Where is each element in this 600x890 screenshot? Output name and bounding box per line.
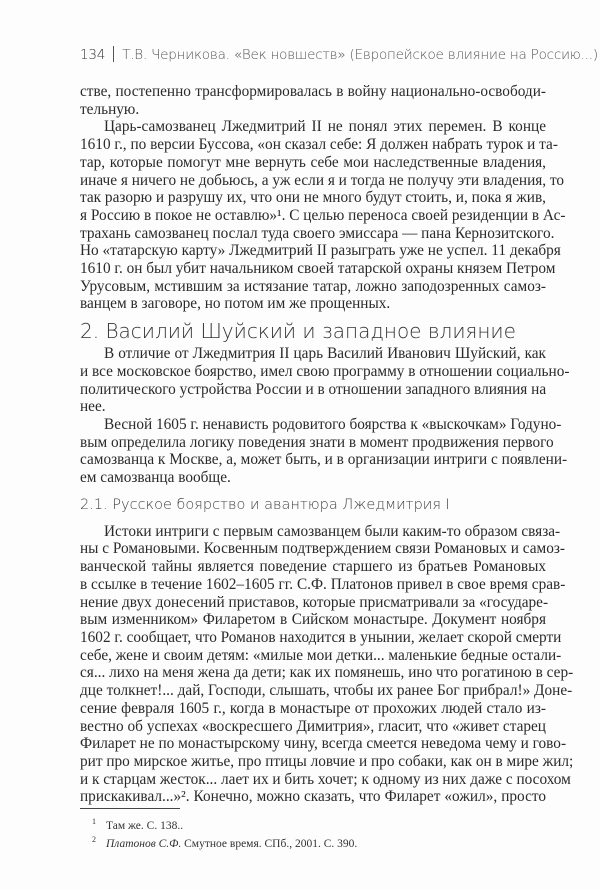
text-line: ся... лихо на меня жена да дети; как их помянешь, ино что рогатиною в сер-	[80, 664, 574, 682]
text-line: прискакивал...»². Конечно, можно сказать, что Филарет «ожил», просто	[80, 788, 546, 806]
text-line: рит про мирское житье, про птицы ловчие и про собаки, как он в мире жил;	[80, 752, 574, 770]
text-line: иначе я ничего не добьюсь, а уж если я и тогда не получу эти владения, то	[80, 171, 565, 189]
paragraph	[80, 345, 570, 416]
paragraph	[80, 118, 566, 313]
subsection-heading: 2.1. Русское боярство и авантюра Лжедмитрия I	[80, 496, 450, 513]
text-line: в ссылке в течение 1602–1605 гг. С.Ф. Платонов привел в свое время срав-	[80, 575, 566, 593]
text-line: вым определила логику поведения знати в момент продвижения первого	[80, 433, 554, 451]
text-line: вестно об успехах «воскресшего Димитрия», гласит, что «живет старец	[80, 717, 546, 735]
text-line: В отличие от Лжедмитрия II царь Василий Иванович Шуйский, как	[104, 345, 546, 363]
text-line: Царь-самозванец Лжедмитрий II не понял этих перемен. В конце	[104, 118, 546, 136]
text-line: 1610 г. он был убит начальником своей татарской охраны князем Петром	[80, 260, 556, 278]
page-number: 134	[80, 47, 106, 63]
text-line: тельную.	[80, 100, 140, 118]
text-line: я Россию в покое не оставлю»¹. С целью переноса своей резиденции в Ас-	[80, 206, 566, 224]
text-line: нение двух донесений приставов, которые присматривали за «государе-	[80, 593, 549, 611]
text-line: ем самозванца вообще.	[80, 469, 231, 487]
footnote-mark: 1	[92, 817, 96, 827]
text-line: и все московское боярство, имел свою программу в отношении социально-	[80, 362, 570, 380]
text-line: Истоки интриги с первым самозванцем были каким-то образом связа-	[104, 522, 561, 540]
text-line: тар, которые помогут мне вернуть себе мои наследственные владения,	[80, 153, 546, 171]
text-line: Филарет не по монастырскому чину, всегда смеется неведома чему и гово-	[80, 735, 567, 753]
text-line: 1602 г. сообщает, что Романов находится в унынии, желает скорой смерти	[80, 628, 562, 646]
text-line: политического устройства России и в отношении западного влияния на	[80, 380, 547, 398]
text-line: дце толкнет!... дай, Господи, слышать, чтобы их ранее Бог прибрал!» Доне-	[80, 682, 573, 700]
page-body	[80, 83, 574, 806]
section-heading: 2. Василий Шуйский и западное влияние	[80, 319, 516, 344]
footnote-author: Платонов С.Ф.	[106, 838, 182, 850]
text-line: ванцем в заговоре, но потом им же прощенных.	[80, 295, 391, 313]
text-line: трахань самозванец послал туда своего эмиссара — пана Кернозитского.	[80, 224, 555, 242]
running-title: Т.В. Черникова. «Век новшеств» (Европейское влияние на Россию...)	[122, 47, 598, 63]
text-line: 1610 г., по версии Буссова, «он сказал себе: Я должен набрать турок и та-	[80, 136, 558, 154]
footnote-text: Там же. С. 138..	[106, 820, 184, 832]
text-line: Урусовым, мстившим за истязание татар, ложно заподозренных самоз-	[80, 277, 546, 295]
footnote-1	[92, 817, 184, 832]
footnote-text: Смутное время. СПб., 2001. С. 390.	[181, 838, 358, 850]
footnote-mark: 2	[92, 835, 96, 845]
text-line: ванческой тайны является поведение старшего из братьев Романовых	[80, 558, 546, 576]
text-line: так разорю и разрушу их, что они не много будут стоить, и, пока я жив,	[80, 189, 546, 207]
text-line: нее.	[80, 398, 106, 416]
text-line: самозванца к Москве, а, может быть, и в организации интриги с появлени-	[80, 451, 568, 469]
text-line: и к старцам жесток... лает их и бить хочет; к одному из них даже с посохом	[80, 770, 571, 788]
paragraph	[80, 522, 574, 806]
text-line: стве, постепенно трансформировалась в войну национально-освободи-	[80, 83, 546, 100]
text-line: Но «татарскую карту» Лжедмитрий II разыграть уже не успел. 11 декабря	[80, 242, 561, 260]
paragraph	[80, 415, 568, 487]
header-divider	[113, 46, 114, 62]
text-line: ны с Романовыми. Косвенным подтверждением связи Романовых и самоз-	[80, 540, 565, 558]
text-line: сение февраля 1605 г., когда в монастыре от прохожих людей стало из-	[80, 699, 546, 717]
text-line: себе, жене и своим детям: «милые мои детки... маленькие бедные остали-	[80, 646, 562, 664]
text-line: Весной 1605 г. ненависть родовитого боярства к «выскочкам» Годуно-	[104, 415, 562, 433]
text-line: вым изменником» Филаретом в Сийском монастыре. Документ ноября	[80, 611, 546, 629]
footnote-rule	[80, 808, 180, 809]
paragraph	[80, 83, 546, 118]
running-header	[80, 46, 598, 63]
footnote-2	[92, 835, 358, 850]
